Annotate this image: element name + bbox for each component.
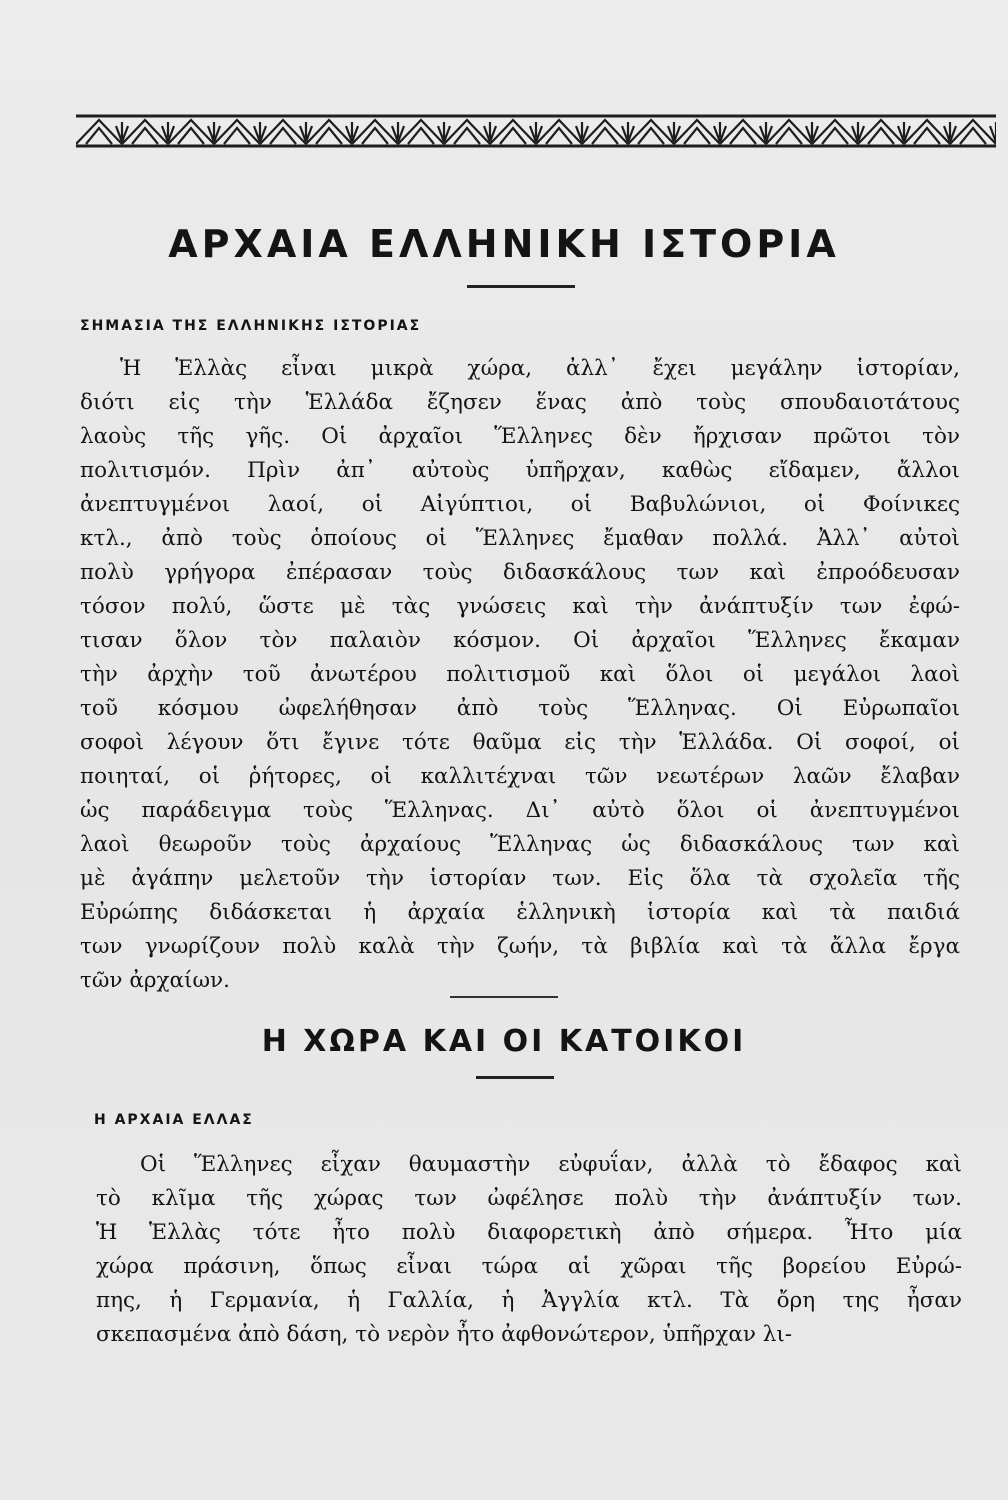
heading-underline	[476, 1076, 554, 1079]
text-line: ὡς παράδειγμα τοὺς Ἕλληνας. Δι᾽ αὐτὸ ὅλοι οἱ ἀνεπτυγμένοι	[80, 798, 960, 823]
text-line: σκεπασμένα ἀπὸ δάση, τὸ νερὸν ἦτο ἀφθονώτερον, ὑπῆρχαν λι-	[96, 1322, 793, 1347]
text-line: τοῦ κόσμου ὠφελήθησαν ἀπὸ τοὺς Ἕλληνας. Οἱ Εὐρωπαῖοι	[80, 696, 960, 721]
text-line: Οἱ Ἕλληνες εἶχαν θαυμαστὴν εὐφυΐαν, ἀλλὰ τὸ ἔδαφος καὶ	[140, 1152, 962, 1177]
title-underline	[467, 285, 575, 288]
text-line: Εὐρώπης διδάσκεται ἡ ἀρχαία ἑλληνικὴ ἱστορία καὶ τὰ παιδιά	[80, 900, 960, 925]
text-line: χώρα πράσινη, ὅπως εἶναι τώρα αἱ χῶραι τῆς βορείου Εὐρώ-	[96, 1254, 962, 1279]
paragraph-significance	[80, 352, 960, 998]
text-line: λαοὶ θεωροῦν τοὺς ἀρχαίους Ἕλληνας ὡς διδασκάλους των καὶ	[80, 832, 960, 857]
text-line: Ἡ Ἑλλὰς εἶναι μικρὰ χώρα, ἀλλ᾽ ἔχει μεγάλην ἱστορίαν,	[120, 356, 960, 381]
text-line: σοφοὶ λέγουν ὅτι ἔγινε τότε θαῦμα εἰς τὴν Ἑλλάδα. Οἱ σοφοί, οἱ	[80, 730, 960, 755]
section-divider	[450, 996, 558, 998]
text-line: λαοὺς τῆς γῆς. Οἱ ἀρχαῖοι Ἕλληνες δὲν ἤρχισαν πρῶτοι τὸν	[80, 424, 960, 449]
greek-ornament-border	[76, 112, 996, 154]
text-line: τῶν ἀρχαίων.	[80, 968, 230, 993]
text-line: κτλ., ἀπὸ τοὺς ὁποίους οἱ Ἕλληνες ἔμαθαν πολλά. Ἀλλ᾽ αὐτοὶ	[80, 526, 960, 551]
text-line: τισαν ὅλον τὸν παλαιὸν κόσμον. Οἱ ἀρχαῖοι Ἕλληνες ἔκαμαν	[80, 628, 960, 653]
text-line: διότι εἰς τὴν Ἑλλάδα ἔζησεν ἕνας ἀπὸ τοὺς σπουδαιοτάτους	[80, 390, 960, 415]
paragraph-ancient-greece	[96, 1148, 962, 1352]
section-label-significance: ΣΗΜΑΣΙΑ ΤΗΣ ΕΛΛΗΝΙΚΗΣ ΙΣΤΟΡΙΑΣ	[80, 318, 422, 334]
text-line: πης, ἡ Γερμανία, ἡ Γαλλία, ἡ Ἀγγλία κτλ. Τὰ ὄρη της ἦσαν	[96, 1288, 962, 1313]
text-line: πολὺ γρήγορα ἐπέρασαν τοὺς διδασκάλους των καὶ ἐπροόδευσαν	[80, 560, 960, 585]
text-line: μὲ ἀγάπην μελετοῦν τὴν ἱστορίαν των. Εἰς ὅλα τὰ σχολεῖα τῆς	[80, 866, 960, 891]
section-heading-land: Η ΧΩΡΑ ΚΑΙ ΟΙ ΚΑΤΟΙΚΟΙ	[261, 1024, 747, 1059]
text-line: τὸ κλῖμα τῆς χώρας των ὠφέλησε πολὺ τὴν ἀνάπτυξίν των.	[96, 1186, 962, 1211]
text-line: πολιτισμόν. Πρὶν ἀπ᾽ αὐτοὺς ὑπῆρχαν, καθὼς εἴδαμεν, ἄλλοι	[80, 458, 960, 483]
text-line: των γνωρίζουν πολὺ καλὰ τὴν ζωήν, τὰ βιβλία καὶ τὰ ἄλλα ἔργα	[80, 934, 960, 959]
text-line: τὴν ἀρχὴν τοῦ ἀνωτέρου πολιτισμοῦ καὶ ὅλοι οἱ μεγάλοι λαοὶ	[80, 662, 960, 687]
text-line: ποιηταί, οἱ ῥήτορες, οἱ καλλιτέχναι τῶν νεωτέρων λαῶν ἔλαβαν	[80, 764, 960, 789]
text-line: τόσον πολύ, ὥστε μὲ τὰς γνώσεις καὶ τὴν ἀνάπτυξίν των ἐφώ-	[80, 594, 960, 619]
text-line: Ἡ Ἑλλὰς τότε ἦτο πολὺ διαφορετικὴ ἀπὸ σήμερα. Ἦτο μία	[96, 1220, 962, 1245]
section-label-ancient-greece: Η ΑΡΧΑΙΑ ΕΛΛΑΣ	[94, 1112, 254, 1128]
text-line: ἀνεπτυγμένοι λαοί, οἱ Αἰγύπτιοι, οἱ Βαβυλώνιοι, οἱ Φοίνικες	[80, 492, 960, 517]
page-title: ΑΡΧΑΙΑ ΕΛΛΗΝΙΚΗ ΙΣΤΟΡΙΑ	[168, 222, 840, 266]
